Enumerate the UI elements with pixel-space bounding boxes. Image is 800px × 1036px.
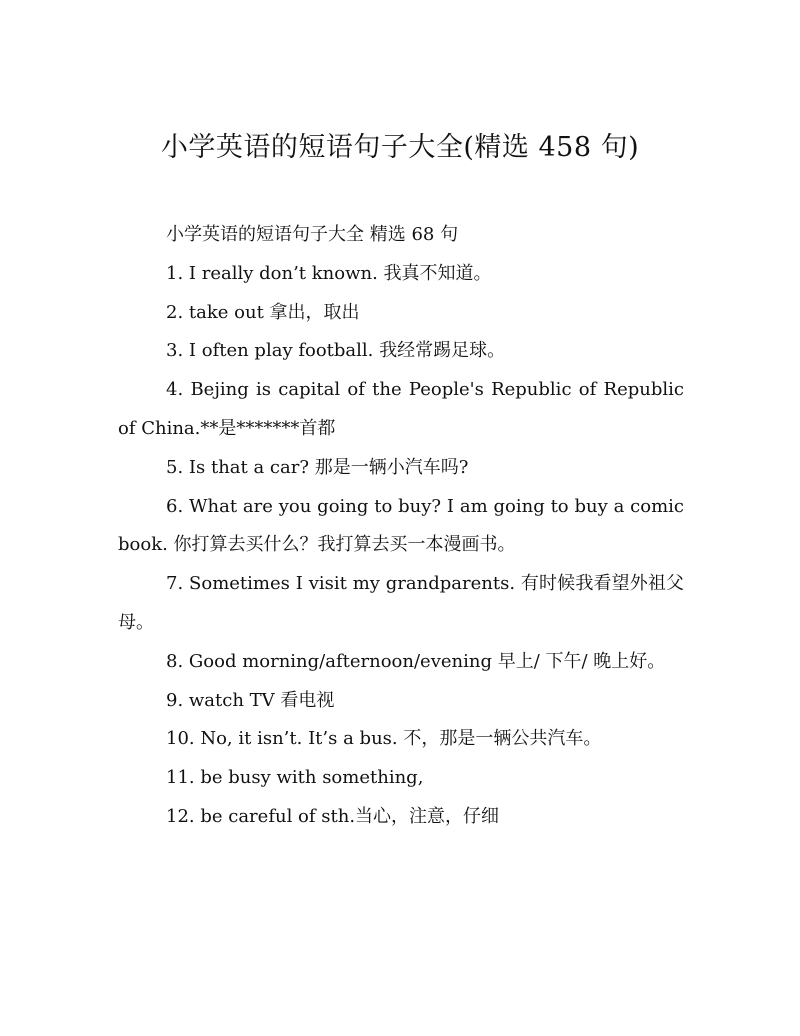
paragraph-item-8: 8. Good morning/afternoon/evening 早上/ 下午/ 晚上好。 xyxy=(166,650,666,672)
paragraph-item-4: 4. Bejing is capital of the People's Republic of Republic of China.**是*******首都 xyxy=(118,379,684,439)
paragraph-item-10: 10. No, it isn’t. It’s a bus. 不，那是一辆公共汽车。 xyxy=(166,728,602,750)
paragraph-item-6: 6. What are you going to buy? I am going to buy a comic book. 你打算去买什么？我打算去买一本漫画书。 xyxy=(118,495,684,556)
paragraph-item-2: 2. take out 拿出，取出 xyxy=(166,301,360,323)
paragraph-item-11: 11. be busy with something, xyxy=(166,767,424,789)
paragraph-item-12: 12. be careful of sth.当心，注意，仔细 xyxy=(166,805,500,827)
document-body xyxy=(118,216,684,837)
paragraph-item-7: 7. Sometimes I visit my grandparents. 有时候我看望外祖父母。 xyxy=(118,573,684,633)
paragraph-item-1: 1. I really don’t known. 我真不知道。 xyxy=(166,262,492,284)
paragraph-item-3: 3. I often play football. 我经常踢足球。 xyxy=(166,340,506,362)
document-title: 小学英语的短语句子大全(精选 458 句) xyxy=(160,132,640,163)
paragraph-item-5: 5. Is that a car? 那是一辆小汽车吗? xyxy=(166,456,469,478)
paragraph-heading: 小学英语的短语句子大全 精选 68 句 xyxy=(166,224,459,245)
paragraph-item-9: 9. watch TV 看电视 xyxy=(166,689,335,711)
